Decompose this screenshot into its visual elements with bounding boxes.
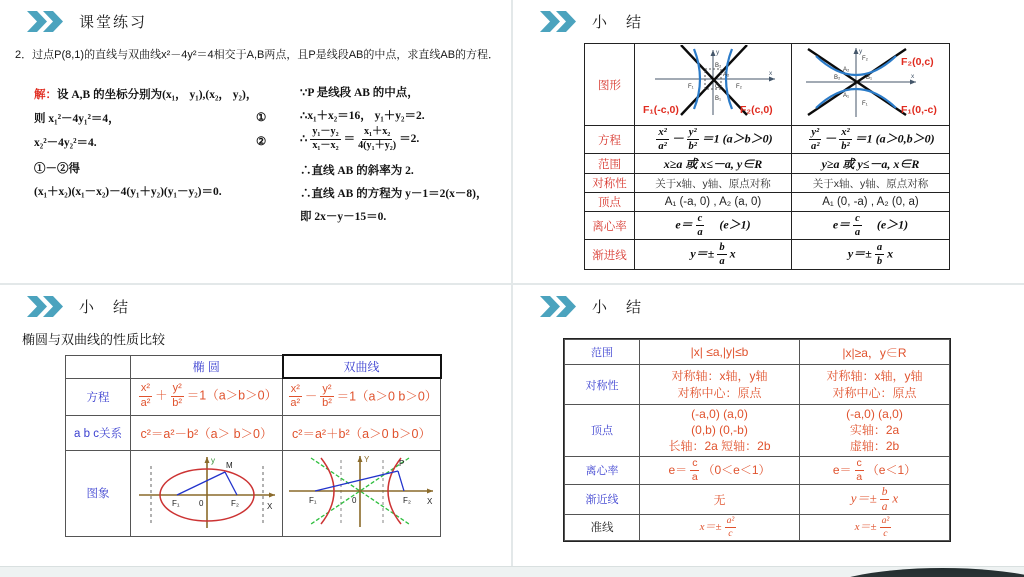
- empty-cell: [66, 355, 131, 378]
- focus1-label: F₁(0,-c): [901, 104, 937, 116]
- solution-line: 即 2x－y－15＝0.: [300, 211, 387, 223]
- symmetry-cell: 关于x轴、y轴、原点对称: [635, 174, 792, 193]
- table-row: [565, 340, 950, 365]
- row-label: a b c关系: [66, 415, 131, 450]
- properties-table: [564, 339, 950, 541]
- slide-header: [26, 10, 147, 33]
- table-row: [565, 484, 950, 514]
- focus1-label: F₁(-c,0): [643, 104, 679, 116]
- table-row: [66, 355, 441, 378]
- y-axis-label: y: [859, 48, 863, 55]
- equation-tail: ＝1 (a＞b＞0): [701, 131, 773, 146]
- fraction: $\frac{\text{a²}}{c}$: [726, 514, 735, 539]
- equation-head: y＝±: [847, 246, 872, 261]
- solution-line: ∴x₁＋x₂＝16， y₁＋y₂＝2.: [300, 110, 425, 122]
- point-label-f1: F₁: [688, 84, 694, 90]
- solution-line: ∴直线 AB 的斜率为 2.: [300, 165, 414, 177]
- equation-tail: （0＜e＜1）: [702, 462, 771, 477]
- focus2-label: F₂(c,0): [740, 104, 773, 116]
- point-label-a2: A₂: [843, 67, 850, 73]
- graph-cell-horizontal-hyperbola: [635, 44, 792, 126]
- double-chevron-icon: [539, 10, 579, 33]
- solution-text: 设 A,B 的坐标分别为(x₁， y₁),(x₂， y₂)，: [57, 89, 258, 101]
- solution-label: 解：: [34, 89, 57, 101]
- point-label-f2: F₂: [736, 84, 742, 90]
- fraction: $\frac{c}{a}$: [856, 456, 863, 483]
- solution-line: ①－②得: [34, 163, 80, 175]
- operator: －: [824, 131, 837, 146]
- point-label-f1: F₁: [862, 101, 868, 107]
- solution-line: (x₁＋x₂)(x₁－x₂)－4(y₁＋y₂)(y₁－y₂)＝0.: [34, 186, 222, 198]
- table-row: [565, 365, 950, 405]
- hyperbola-graph: [285, 452, 439, 530]
- x-axis-label: X: [427, 496, 433, 506]
- asymptote-cell: [635, 240, 792, 270]
- operator: －: [304, 389, 318, 404]
- equation-tail: x: [887, 246, 894, 261]
- table-row: [66, 378, 441, 415]
- vertical-hyperbola-graph: [794, 45, 948, 119]
- point-label-a1: A₁: [843, 93, 850, 99]
- problem-statement: 2．过点P(8,1)的直线与双曲线x²－4y²＝4相交于A,B两点，且P是线段AB的中点，求直线AB的方程．: [15, 49, 500, 61]
- table-row: [565, 514, 950, 540]
- row-label: 离心率: [565, 456, 640, 484]
- fraction: $\frac{c}{a}$: [691, 456, 698, 483]
- solution-text: x₂²－4y₂²＝4.: [34, 137, 97, 149]
- vertex-line: (0,b) (0,-b): [691, 423, 748, 438]
- fraction: $\frac{\text{a²}}{c}$: [881, 514, 890, 539]
- point-label-b1: B₁: [866, 75, 873, 81]
- solution-text: 则 x₁²－4y₁²＝4，: [34, 113, 120, 125]
- fraction: $\frac{\text{x²}}{\text{a²}}$: [658, 127, 667, 153]
- step-number: ①: [256, 112, 267, 124]
- row-label: 范围: [565, 340, 640, 365]
- equation-head: e＝: [675, 217, 693, 232]
- fraction: $\frac{a}{b}$: [876, 242, 883, 268]
- graph-cell-vertical-hyperbola: [792, 44, 950, 126]
- equation-tail: x: [892, 490, 899, 506]
- slide-header: [539, 295, 643, 318]
- eccentricity-cell: [800, 456, 950, 484]
- vertex-line: (-a,0) (a,0): [846, 407, 903, 421]
- axis-length-line: 长轴：2a 短轴：2b: [668, 439, 771, 454]
- solution-line: [34, 134, 284, 150]
- point-label-f2: F₂: [862, 56, 868, 62]
- slide-comparison[interactable]: [0, 285, 511, 566]
- equation-head: e＝: [832, 462, 852, 477]
- fraction: $\frac{\text{y²}}{\text{a²}}$: [811, 127, 820, 153]
- row-label: 对称性: [565, 365, 640, 405]
- operator: －: [671, 131, 684, 146]
- point-label-m: M: [226, 460, 233, 470]
- equation-cell: [283, 378, 441, 415]
- point-label-f2: F₂: [403, 495, 411, 505]
- row-label: 图象: [66, 450, 131, 536]
- graph-cell-ellipse: [131, 450, 283, 536]
- ellipse-graph: [133, 452, 281, 530]
- symmetry-center: 对称中心：原点: [832, 385, 917, 400]
- row-label: 范围: [585, 154, 635, 174]
- table-row: [565, 456, 950, 484]
- fraction-tail: ＝2.: [399, 132, 420, 145]
- slide-title: 小 结: [592, 299, 644, 316]
- slide-title: 小 结: [79, 299, 131, 316]
- equation-tail: (e＞1): [864, 217, 909, 232]
- slide-header: [26, 295, 130, 318]
- slide-header: [539, 10, 643, 33]
- point-label-f1: F₁: [309, 495, 317, 505]
- table-caption: 椭圆与双曲线的性质比较: [22, 332, 166, 347]
- double-chevron-icon: [26, 10, 66, 33]
- range-cell: x≥a 或 x≤－a, y∈R: [635, 154, 792, 174]
- solution-line: [34, 86, 257, 102]
- range-cell: |x| ≤a,|y|≤b: [640, 340, 800, 365]
- focus2-label: F₂(0,c): [901, 56, 934, 68]
- slide-summary-properties[interactable]: [513, 285, 1024, 566]
- table-row: [585, 240, 950, 270]
- comparison-table: [65, 354, 442, 537]
- origin-label: 0: [199, 498, 204, 508]
- abc-relation-cell: c²＝a²－b²（a＞ b＞0）: [131, 415, 283, 450]
- horizontal-hyperbola-graph: [637, 45, 790, 119]
- point-label-o: O: [715, 84, 720, 90]
- point-label-p: P: [399, 458, 405, 468]
- point-label-f1: F₁: [172, 498, 180, 508]
- asymptote-cell: 无: [640, 484, 800, 514]
- equals: ＝: [343, 132, 356, 145]
- table-row: [585, 44, 950, 126]
- point-label-b2: B₂: [834, 75, 841, 81]
- y-axis-label: y: [211, 455, 215, 465]
- equation-cell: [131, 378, 283, 415]
- graph-cell-hyperbola: [283, 450, 441, 536]
- table-row: [565, 405, 950, 457]
- fraction: $\frac{\text{x²}}{\text{b²}}$: [841, 127, 850, 153]
- equation-tail: ＝1（a＞b＞0）: [186, 388, 278, 403]
- fraction: $\frac{\text{x²}}{\text{a²}}$: [290, 382, 301, 410]
- row-label: 渐进线: [585, 240, 635, 270]
- row-label: 顶点: [585, 193, 635, 212]
- row-label: 离心率: [585, 212, 635, 240]
- equation-head: y＝±: [690, 246, 715, 261]
- range-cell: |x|≥a，y∈R: [800, 340, 950, 365]
- real-axis-line: 实轴：2a: [849, 423, 900, 438]
- equation-cell: [792, 126, 950, 154]
- row-label: 方程: [585, 126, 635, 154]
- therefore-symbol: ∴: [300, 132, 308, 145]
- point-label-a2: A₂: [723, 72, 730, 78]
- table-row: [66, 415, 441, 450]
- asymptote-cell: [800, 484, 950, 514]
- equation-tail: （e＜1）: [866, 462, 917, 477]
- equation-head: y＝±: [850, 490, 877, 506]
- solution-line: ∵P 是线段 AB 的中点，: [300, 87, 419, 99]
- symmetry-cell: [640, 365, 800, 405]
- origin-label: 0: [352, 495, 357, 505]
- fraction: $\frac{\text{y²}}{\text{b²}}$: [172, 382, 183, 409]
- fraction: $\frac{\text{y²}}{\text{b²}}$: [322, 382, 332, 410]
- fraction: $\frac{b}{a}$: [881, 485, 888, 513]
- symmetry-cell: 关于x轴、y轴、原点对称: [792, 174, 950, 193]
- y-axis-label: y: [716, 49, 720, 56]
- directrix-cell: [800, 514, 950, 540]
- equation-tail: x: [729, 246, 736, 261]
- point-label-f2: F₂: [231, 498, 239, 508]
- row-label: 渐近线: [565, 484, 640, 514]
- fraction: $\frac{\text{x²}}{\text{a²}}$: [140, 382, 151, 409]
- equation-cell: [635, 126, 792, 154]
- row-label: 准线: [565, 514, 640, 540]
- table-row: [585, 193, 950, 212]
- vertex-cell: A₁ (0, -a) , A₂ (0, a): [792, 193, 950, 212]
- slide-summary-hyperbola[interactable]: [513, 0, 1024, 283]
- equation-head: e＝: [832, 217, 851, 232]
- row-label: 方程: [66, 378, 131, 415]
- double-chevron-icon: [26, 295, 66, 318]
- slide-title: 小 结: [592, 14, 644, 31]
- column-header-hyperbola: 双曲线: [283, 355, 441, 378]
- slide-practice[interactable]: [0, 0, 511, 283]
- abc-relation-cell: c²＝a²＋b²（a＞0 b＞0）: [283, 415, 441, 450]
- table-row: [66, 450, 441, 536]
- table-row: [585, 154, 950, 174]
- x-axis-label: X: [267, 501, 273, 511]
- row-label: 顶点: [565, 405, 640, 457]
- column-header-ellipse: 椭 圆: [131, 355, 283, 378]
- asymptote-cell: [792, 240, 950, 270]
- table-row: [585, 212, 950, 240]
- symmetry-cell: [800, 365, 950, 405]
- operator: ＋: [155, 388, 168, 403]
- equation-tail: ＝1（a＞0 b＞0）: [336, 389, 438, 404]
- horizontal-divider: [0, 283, 1024, 285]
- equation-tail: ＝1 (a＞0,b＞0): [854, 131, 935, 146]
- y-axis-label: Y: [364, 454, 370, 464]
- vertex-line: (-a,0) (a,0): [691, 407, 748, 421]
- row-label: 图形: [585, 44, 635, 126]
- hyperbola-summary-table: [584, 43, 950, 270]
- equation-head: x＝±: [699, 520, 722, 533]
- directrix-cell: [640, 514, 800, 540]
- symmetry-axis: 对称轴：x轴，y轴: [671, 369, 768, 384]
- symmetry-center: 对称中心：原点: [677, 385, 762, 400]
- fraction: $\frac{b}{a}$: [719, 242, 725, 268]
- vertex-cell: [800, 405, 950, 457]
- equation-tail: (e＞1): [707, 217, 751, 232]
- imaginary-axis-line: 虚轴：2b: [849, 439, 900, 454]
- fraction: $\frac{\text{y₁－y₂}}{\text{x₁－x₂}}$: [312, 126, 339, 151]
- eccentricity-cell: [635, 212, 792, 240]
- point-label-b1: B₁: [715, 96, 722, 102]
- vertex-cell: A₁ (-a, 0) , A₂ (a, 0): [635, 193, 792, 212]
- equation-head: e＝: [668, 462, 688, 477]
- fraction: $\frac{c}{a}$: [854, 213, 861, 239]
- solution-line: ∴直线 AB 的方程为 y－1＝2(x－8)，: [300, 188, 488, 200]
- step-number: ②: [256, 136, 267, 148]
- solution-line: [34, 110, 284, 126]
- table-row: [585, 174, 950, 193]
- eccentricity-cell: [792, 212, 950, 240]
- equation-head: x＝±: [854, 520, 877, 533]
- eccentricity-cell: [640, 456, 800, 484]
- fraction: $\frac{c}{a}$: [697, 213, 703, 239]
- solution-line-fraction: [300, 127, 419, 151]
- point-label-b2: B₂: [715, 63, 722, 69]
- x-axis-label: x: [911, 73, 915, 80]
- range-cell: y≥a 或 y≤－a, x∈R: [792, 154, 950, 174]
- fraction: $\frac{\text{y²}}{\text{b²}}$: [688, 127, 697, 153]
- table-row: [585, 126, 950, 154]
- vertex-cell: [640, 405, 800, 457]
- x-axis-label: x: [769, 70, 773, 77]
- fraction: $\frac{\text{x₁＋x₂}}{\text{4(y₁＋y₂)}}$: [358, 126, 397, 151]
- double-chevron-icon: [539, 295, 579, 318]
- symmetry-axis: 对称轴：x轴，y轴: [826, 369, 923, 384]
- slide-title: 课堂练习: [79, 14, 148, 31]
- row-label: 对称性: [585, 174, 635, 193]
